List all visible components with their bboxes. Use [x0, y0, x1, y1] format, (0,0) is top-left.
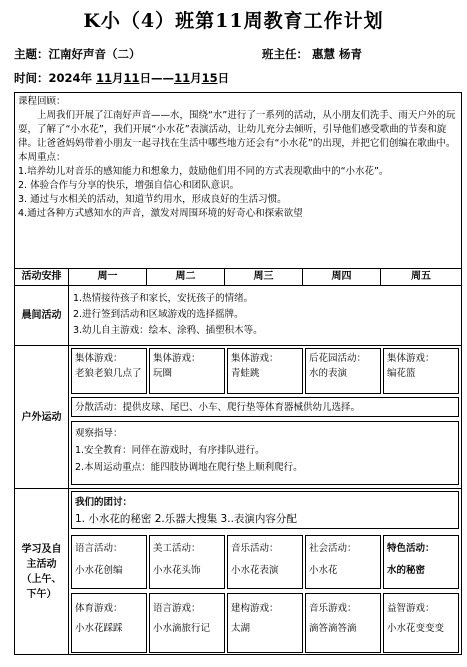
outdoor-observation: [71, 421, 459, 485]
theme-line: [14, 46, 141, 62]
activity-title: 益智游戏：: [387, 603, 435, 614]
header-tue: 周二: [175, 271, 196, 282]
activity-content: 小水花变变变: [387, 623, 445, 634]
learning-label-line: 下午）: [26, 589, 57, 600]
activity-content: 小水花创编: [75, 565, 123, 576]
teacher-label: 班主任：: [262, 47, 308, 61]
observe-item: 1.安全教育：同伴在游戏时，有序排队进行。: [75, 445, 265, 456]
game-content: 编花篮: [387, 368, 416, 379]
time-unit: 日: [217, 71, 230, 85]
activity-content: 小水花踩踩: [75, 623, 123, 634]
time-end-day: 15: [201, 71, 218, 85]
game-title: 集体游戏：: [231, 353, 279, 364]
learning-label-line: （上午、: [21, 574, 62, 585]
activity-content: 小水花头饰: [153, 565, 201, 576]
learning-tue-2: [149, 593, 225, 653]
time-start-month: 11: [96, 71, 113, 85]
focus-point: 3. 通过与水相关的活动，知道节约用水，形成良好的生活习惯。: [18, 194, 287, 205]
activity-title: 社会活动：: [309, 543, 357, 554]
group-discussion: [71, 491, 459, 529]
learning-fri-1: [383, 535, 459, 589]
activity-title: 语言游戏：: [153, 603, 201, 614]
group-heading: 我们的团讨：: [75, 497, 133, 508]
game-content: 青蛙跳: [231, 368, 260, 379]
header-activity: 活动安排: [21, 271, 62, 282]
focus-point: 4.通过各种方式感知水的声音，激发对周围环境的好奇心和探索欲望: [18, 208, 303, 219]
learning-mon-2: [71, 593, 147, 653]
morning-item: 3.幼儿自主游戏：绘本、涂鸦、插塑积木等。: [73, 325, 263, 336]
group-topics: 1. 小水花的秘密 2.乐器大搜集 3..表演内容分配: [75, 513, 297, 525]
outdoor-game-wed: [227, 348, 303, 394]
game-title: 后花园活动：: [309, 353, 367, 364]
game-content: 老狼老狼几点了: [75, 368, 142, 379]
morning-items: [73, 291, 458, 339]
game-content: 水的表演: [309, 368, 348, 379]
theme-label: 主题：江南好声音（二）: [14, 47, 141, 61]
activity-title: 建构游戏：: [231, 603, 279, 614]
page-title: K小（4）班第11周教育工作计划: [83, 10, 384, 32]
plan-table: [14, 92, 462, 655]
game-title: 集体游戏：: [387, 353, 435, 364]
learning-thu-2: [305, 593, 381, 653]
learning-wed-1: [227, 535, 303, 589]
game-title: 集体游戏：: [75, 353, 123, 364]
header-thu: 周四: [331, 271, 352, 282]
header-wed: 周三: [253, 271, 274, 282]
header-fri: 周五: [411, 271, 431, 282]
observe-item: 2.本周运动重点：能四肢协调地在爬行垫上顺利爬行。: [75, 462, 303, 473]
activity-title: 音乐游戏：: [309, 603, 357, 614]
time-label: 时间：2024年: [14, 71, 93, 85]
learning-tue-1: [149, 535, 225, 589]
focus-heading: 本周重点：: [18, 152, 66, 163]
activity-content: 太湖: [231, 623, 251, 634]
time-unit: 月: [112, 71, 124, 85]
time-end-month: 11: [174, 71, 191, 85]
focus-point: 1.培养幼儿对音乐的感知能力和想象力，鼓励他们用不同的方式表现歌曲中的“小水花”。: [18, 166, 389, 177]
activity-title: 美工活动：: [153, 543, 201, 554]
outdoor-game-fri: [383, 348, 459, 394]
outdoor-game-tue: [149, 348, 225, 394]
time-unit: 月: [190, 71, 202, 85]
learning-thu-1: [305, 535, 381, 589]
activity-title: 音乐活动：: [231, 543, 279, 554]
time-line: [14, 70, 229, 86]
morning-item: 1.热情接待孩子和家长，安抚孩子的情绪。: [73, 293, 254, 304]
observe-heading: 观察指导：: [75, 428, 123, 439]
outdoor-free-play: 分散活动：提供皮球、尾巴、小车、爬行垫等体育器械供幼儿选择。: [71, 397, 459, 417]
activity-content: 滴答滴答滴: [309, 623, 357, 634]
learning-label-line: 学习及自: [21, 544, 62, 555]
focus-point: 2. 体验合作与分享的快乐，增强自信心和团队意识。: [18, 180, 240, 191]
activity-content: 小水滴旅行记: [153, 623, 211, 634]
review-section: [18, 95, 460, 265]
header-mon: 周一: [97, 271, 118, 282]
teacher-line: [262, 46, 362, 62]
activity-title: 体育游戏：: [75, 603, 123, 614]
activity-title: 特色活动：: [387, 543, 435, 554]
review-heading: 课程回顾：: [18, 96, 66, 107]
time-separator: 日——: [139, 71, 175, 85]
outdoor-game-mon: [71, 348, 147, 394]
time-start-day: 11: [123, 71, 140, 85]
game-title: 集体游戏：: [153, 353, 201, 364]
learning-wed-2: [227, 593, 303, 653]
game-content: 玩圈: [153, 368, 173, 379]
morning-label: 晨间活动: [21, 310, 62, 321]
activity-title: 语言活动：: [75, 543, 123, 554]
learning-label: [15, 489, 68, 655]
activity-content: 小水花表演: [231, 565, 279, 576]
outdoor-label: 户外运动: [21, 411, 62, 423]
learning-label-line: 主活动: [26, 559, 57, 570]
activity-content: 水的秘密: [387, 565, 426, 576]
learning-mon-1: [71, 535, 147, 589]
learning-fri-2: [383, 593, 459, 653]
teacher-names: 惠慧 杨青: [312, 47, 363, 61]
morning-item: 2.进行签到活动和区域游戏的选择摇牌。: [73, 309, 244, 320]
outdoor-game-thu: [305, 348, 381, 394]
review-body: 上周我们开展了江南好声音——水，围绕“水”进行了一系列的活动，从小朋友们洗手、雨天户外的玩耍，了解了“小水花”，我们开展“小水花”表演活动，让幼儿充分去倾听，引导他们感受歌曲的节奏和旋律。让爸爸妈妈带着小朋友一起寻找在生活中哪些地方还会有“小水花”的出现，并把它们创编在歌曲中。: [18, 110, 456, 149]
activity-content: 小水花: [309, 565, 338, 576]
